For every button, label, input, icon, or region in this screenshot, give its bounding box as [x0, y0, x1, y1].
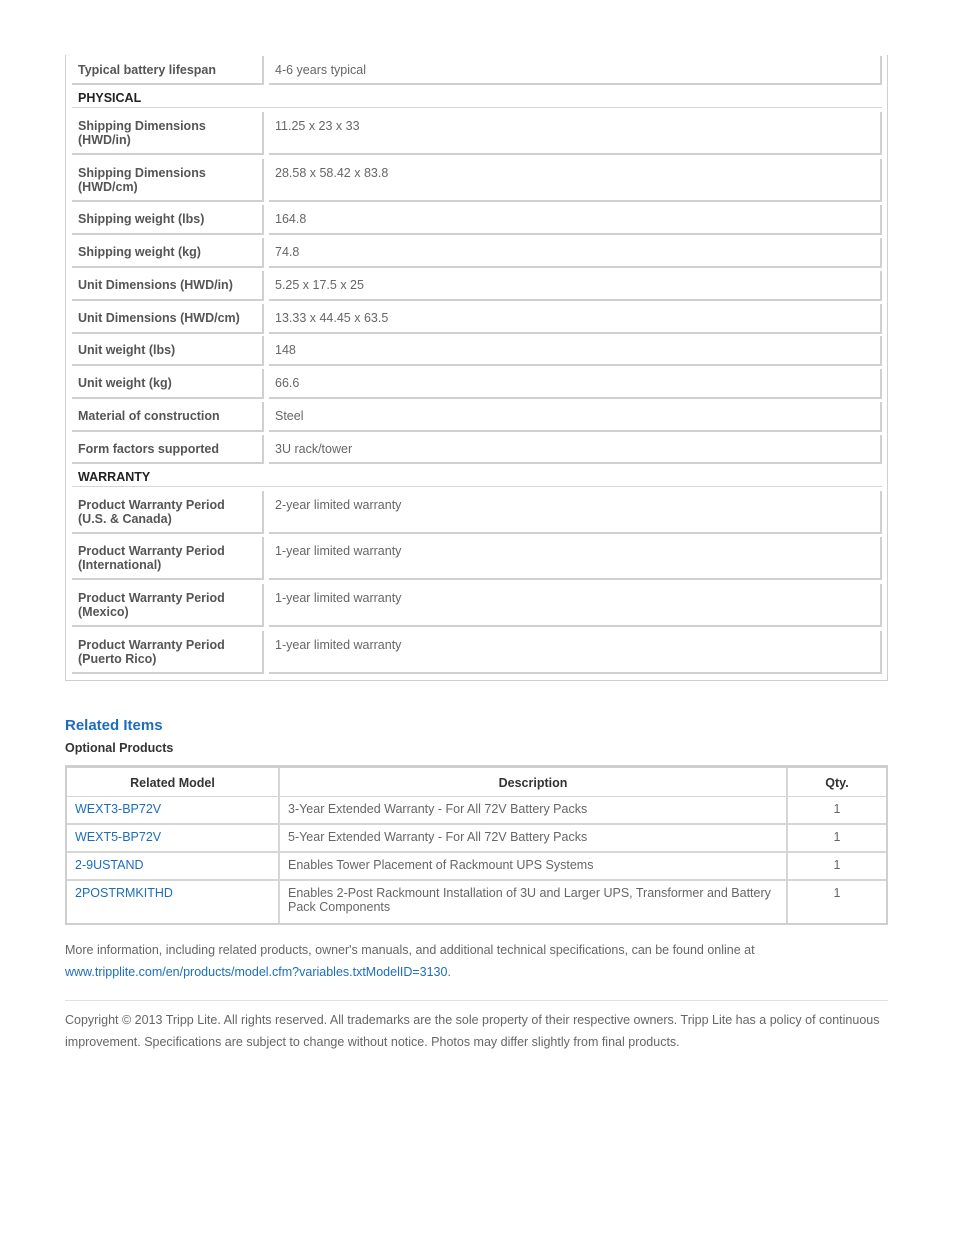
spec-label: Shipping Dimensions (HWD/in)	[72, 112, 264, 155]
more-info-period: .	[447, 965, 451, 979]
related-qty: 1	[788, 853, 886, 881]
spec-value: 28.58 x 58.42 x 83.8	[269, 159, 882, 202]
spec-value: 3U rack/tower	[269, 435, 882, 464]
related-description: Enables Tower Placement of Rackmount UPS Systems	[280, 853, 786, 881]
spec-label: Shipping weight (kg)	[72, 238, 264, 268]
spec-value: 2-year limited warranty	[269, 491, 882, 534]
spec-label: Typical battery lifespan	[72, 56, 264, 85]
spec-label: Unit weight (lbs)	[72, 336, 264, 366]
spec-label: Product Warranty Period (U.S. & Canada)	[72, 491, 264, 534]
spec-label: Unit weight (kg)	[72, 369, 264, 399]
spec-label: Unit Dimensions (HWD/in)	[72, 271, 264, 301]
spec-label: Shipping Dimensions (HWD/cm)	[72, 159, 264, 202]
related-qty: 1	[833, 886, 841, 900]
spec-value: 5.25 x 17.5 x 25	[269, 271, 882, 301]
spec-value: 13.33 x 44.45 x 63.5	[269, 304, 882, 334]
related-model-link[interactable]: 2-9USTAND	[67, 853, 278, 881]
related-products-table	[65, 765, 888, 925]
related-description: 3-Year Extended Warranty - For All 72V Battery Packs	[280, 797, 786, 825]
spec-value: 4-6 years typical	[269, 56, 882, 85]
spec-table	[65, 55, 888, 681]
spec-label: Product Warranty Period (Puerto Rico)	[72, 631, 264, 674]
related-model-link[interactable]: WEXT3-BP72V	[67, 797, 278, 825]
related-items-heading: Related Items	[65, 717, 163, 734]
spec-value: 11.25 x 23 x 33	[269, 112, 882, 155]
spec-value: 66.6	[269, 369, 882, 399]
header-description: Description	[280, 768, 786, 797]
spec-value: Steel	[269, 402, 882, 432]
spec-value: 1-year limited warranty	[269, 631, 882, 674]
spec-label: Unit Dimensions (HWD/cm)	[72, 304, 264, 334]
spec-value: 1-year limited warranty	[269, 537, 882, 580]
section-header-warranty: WARRANTY	[72, 464, 882, 487]
related-model-link[interactable]: WEXT5-BP72V	[67, 825, 278, 853]
footer-divider	[65, 1000, 888, 1001]
related-qty: 1	[788, 797, 886, 825]
section-header-physical: PHYSICAL	[72, 85, 882, 108]
related-qty: 1	[788, 825, 886, 853]
more-info-text: More information, including related products, owner's manuals, and additional technical specifications, can be found online at	[65, 943, 755, 957]
spec-label: Product Warranty Period (International)	[72, 537, 264, 580]
spec-value: 148	[269, 336, 882, 366]
product-url-link[interactable]: www.tripplite.com/en/products/model.cfm?variables.txtModelID=3130	[65, 965, 448, 979]
spec-value: 164.8	[269, 205, 882, 235]
spec-value: 1-year limited warranty	[269, 584, 882, 627]
optional-products-heading: Optional Products	[65, 741, 174, 755]
header-qty: Qty.	[788, 768, 886, 797]
spec-label: Product Warranty Period (Mexico)	[72, 584, 264, 627]
spec-label: Form factors supported	[72, 435, 264, 464]
header-related-model: Related Model	[67, 768, 278, 797]
related-description: 5-Year Extended Warranty - For All 72V Battery Packs	[280, 825, 786, 853]
copyright-notice: Copyright © 2013 Tripp Lite. All rights reserved. All trademarks are the sole property of their respective owners. Tripp Lite has a policy of continuous improvement. Specifications are subject to change without notice. Photos may differ slightly from final products.	[65, 1013, 880, 1049]
more-info-paragraph	[65, 939, 895, 983]
related-model-link[interactable]: 2POSTRMKITHD	[75, 886, 173, 900]
spec-label: Material of construction	[72, 402, 264, 432]
spec-label: Shipping weight (lbs)	[72, 205, 264, 235]
spec-value: 74.8	[269, 238, 882, 268]
related-description: Enables 2-Post Rackmount Installation of 3U and Larger UPS, Transformer and Battery Pack Components	[288, 886, 771, 914]
